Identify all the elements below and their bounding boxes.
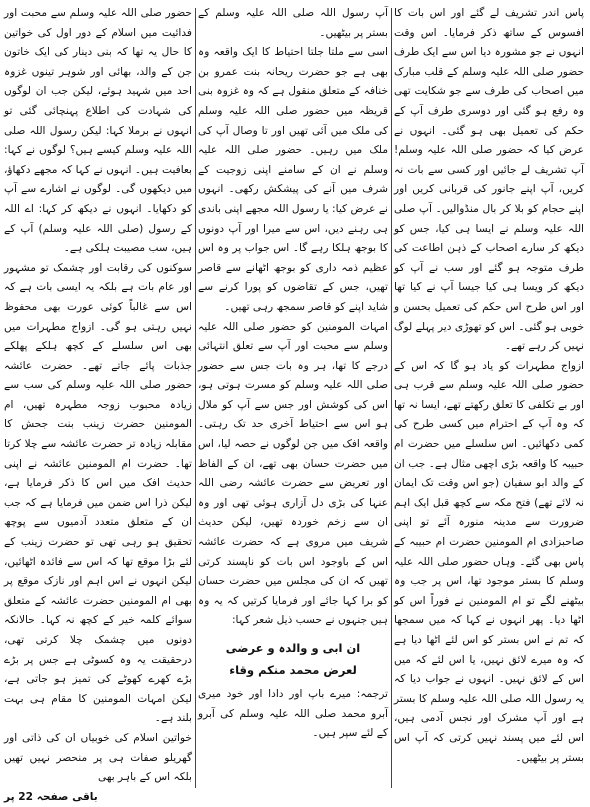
paragraph: امہات المومنین کو حضور صلی اللہ علیہ وسلم سے محبت اور آپ سے تعلق انتہائی درجے کا تھا، ہر وہ بات جس سے حضور صلی اللہ علیہ وسلم کو مسرت ہوتی ہو، اس کی کوشش اور جس سے آپ کو ملال ہو اس سے احتیاط آخری حد تک رہتی۔ واقعہ افک میں جن لوگوں نے حصہ لیا، اس میں حضرت حسان بھی تھے، ان کے الفاظ اور تعریض سے حضرت عائشہ رضی اللہ عنہا کی بڑی دل آزاری ہوئی تھی اور وہ ان سے زخم خوردہ تھیں، لیکن حدیث شریف میں مروی ہے کہ حضرت عائشہ اس کے باوجود اس بات کو ناپسند کرتی تھیں کہ ان کی مجلس میں حضرت حسان کو برا کہا جائے اور فرمایا کرتیں کہ یہ وہ ہیں جنہوں نے حسب ذیل شعر کہا: [198,320,388,627]
paragraph: سوکنوں کی رقابت اور چشمک تو مشہور اور عام بات ہے بلکہ یہ ایسی بات ہے کہ اس سے غالباً کوئی عورت بھی محفوظ نہیں رہتی ہو گی۔ ازواج مطہرات میں بھی اس سلسلے کے کچھ ہلکے پھلکے جذبات پائے جاتے تھے۔ حضرت عائشہ حضور صلی اللہ علیہ وسلم کی سب سے زیادہ محبوب زوجہ مطہرہ تھیں، ام المومنین حضرت زینب بنت جحش کا مقابلہ زیادہ تر حضرت عائشہ سے چلا کرتا تھا۔ حضرت ام المومنین عائشہ نے اپنی حدیث افک میں اس کا ذکر فرمایا ہے، لیکن ذرا اس ضمن میں فرمایا ہے کہ جب ان کے متعلق متعدد آدمیوں سے پوچھ تحقیق ہو رہی تھی تو حضرت زینب کے لئے بڑا موقع تھا کہ اس سے فائدہ اٹھائیں، لیکن انہوں نے اس اہم اور نازک موقع پر بھی ام المومنین حضرت عائشہ کے متعلق سوائے کلمہ خیر کے کچھ نہ کہا۔ حالانکہ دونوں میں چشمک چلا کرتی تھی، درحقیقت یہ وہ کسوٹی ہے جس پر بڑے بڑے کھرے کھوٹے کی تمیز ہو جاتی ہے، لیکن امہات المومنین کا مقام ہی بہت بلند ہے۔ [4,261,192,725]
verse-line: ان ابی و والدہ و عرضی [225,641,361,655]
verse-translation: ترجمہ: میرے باپ اور دادا اور خود میری آبرو محمد صلی اللہ علیہ وسلم کی آبرو کے لئے سپر ہیں۔ [198,688,388,740]
column-divider [391,8,392,788]
column-divider [195,8,196,788]
column-left [4,4,192,803]
continued-on-page: باقی صفحہ 22 پر [4,790,98,803]
verse-line: لعرض محمد منکم وقاء [229,663,357,677]
paragraph: پاس اندر تشریف لے گئے اور اس بات کا افسوس کے ساتھ ذکر فرمایا۔ اس وقت انہوں نے جو مشورہ دیا اس سے ایک طرف حضور صلی اللہ علیہ وسلم کے قلب مبارک میں اصحاب کی طرف سے جو شکایت تھی وہ رفع ہو گئی اور دوسری طرف آپ کے حکم کی تعمیل بھی ہو گئی۔ انہوں نے عرض کیا کہ حضور صلی اللہ علیہ وسلم! آپ تشریف لے جائیں اور کسی سے بات نہ کریں، آپ اپنے جانور کی قربانی کریں اور اپنے حجام کو بلا کر بال منڈوالیں۔ آپ صلی اللہ علیہ وسلم نے ایسا ہی کیا، جس کو دیکھ کر سارے اصحاب کے ذہن اطاعت کی طرف متوجہ ہو گئے اور سب نے آپ کو دیکھ کر ویسا ہی کیا جیسا آپ نے کیا تھا اور اس طرح اس حکم کی تعمیل بحسن و خوبی ہو گئی۔ اس کو تھوڑی دیر پہلے لوگ نہیں کر رہے تھے۔ [394,7,584,353]
arabic-verse [198,637,388,681]
paragraph: اسی سے ملتا جلتا احتیاط کا ایک واقعہ وہ بھی ہے جو حضرت ریحانہ بنت عمرو بن خنافہ کے متعلق منقول ہے کہ وہ غزوہ بنی قریظہ میں حضور صلی اللہ علیہ وسلم کی ملک میں آئی تھیں اور تا وصال آپ کی ملک میں رہیں۔ حضور صلی اللہ علیہ وسلم نے ان کے سامنے اپنی زوجیت کے شرف میں آنے کی پیشکش رکھی۔ انہوں نے عرض کیا: یا رسول اللہ مجھے اپنی باندی ہی رہنے دیں، اس سے میرا اور آپ دونوں کا بوجھ ہلکا رہے گا۔ اس جواب پر وہ اس عظیم ذمہ داری کو بوجھ اٹھانے سے قاصر تھیں، جس کے تقاضوں کو پورا کرنے سے شاید اپنے کو قاصر سمجھ رہی تھیں۔ [198,46,388,313]
column-right [394,4,584,790]
column-middle [198,4,388,790]
paragraph: ازواج مطہرات کو یاد ہو گا کہ اس کے حضور صلی اللہ علیہ وسلم سے قرب ہی اور بے تکلفی کا تعلق رکھتے تھے، ایسا نہ تھا کہ وہ آپ کے احترام میں کسی طرح کی کمی دکھائیں۔ اس سلسلے میں حضرت ام حبیبہ کا واقعہ بڑی اچھی مثال ہے۔ جب ان کے والد ابو سفیان (جو اس وقت تک ایمان نہ لائے تھے) فتح مکہ سے کچھ قبل ایک اہم ضرورت سے مدینہ منورہ آئے تو اپنی صاحبزادی ام المومنین حضرت ام حبیبہ کے پاس بھی گئے۔ وہاں حضور صلی اللہ علیہ وسلم کا بستر موجود تھا، اس پر جب وہ بیٹھنے لگے تو ام المومنین نے فوراً اس کو اٹھا دیا۔ پھر انہوں نے کہا کہ میں سمجھا کہ تم نے اس بستر کو اس لئے اٹھا دیا ہے کہ وہ میرے لائق نہیں، یا اس لئے کہ میں اس کے لائق نہیں۔ انہوں نے جواب دیا کہ یہ رسول اللہ صلی اللہ علیہ وسلم کا بستر ہے اور آپ مشرک اور نجس آدمی ہیں، اس لئے میں پسند نہیں کرتی کہ آپ اس بستر پر بیٹھیں۔ [394,359,584,764]
paragraph: حضور صلی اللہ علیہ وسلم سے محبت اور فدائیت میں اسلام کے دور اول کی خواتین کا حال یہ تھا کہ بنی دینار کی ایک خاتون جن کے والد، بھائی اور شوہر تینوں غزوہ احد میں شہید ہوئے، لیکن جب ان لوگوں کی شہادت کی اطلاع پہنچائی گئی تو انہوں نے برملا کہا: لیکن رسول اللہ صلی اللہ علیہ وسلم کیسے ہیں؟ لوگوں نے کہا: بعافیت ہیں۔ انہوں نے کہا کہ مجھے دکھاؤ، میں دیکھوں گی۔ لوگوں نے اشارے سے آپ کو دکھایا۔ انہوں نے دیکھ کر کہا: اے اللہ کے رسول (صلی اللہ علیہ وسلم) آپ کے ہیں، سب مصیبت ہلکی ہے۔ [4,7,192,255]
paragraph: آپ رسول اللہ صلی اللہ علیہ وسلم کے بستر پر بیٹھیں۔ [198,7,388,39]
paragraph: خواتین اسلام کی خوبیاں ان کی ذاتی اور گھریلو صفات ہی پر منحصر نہیں تھیں بلکہ اس کے باہر بھی [4,731,192,784]
